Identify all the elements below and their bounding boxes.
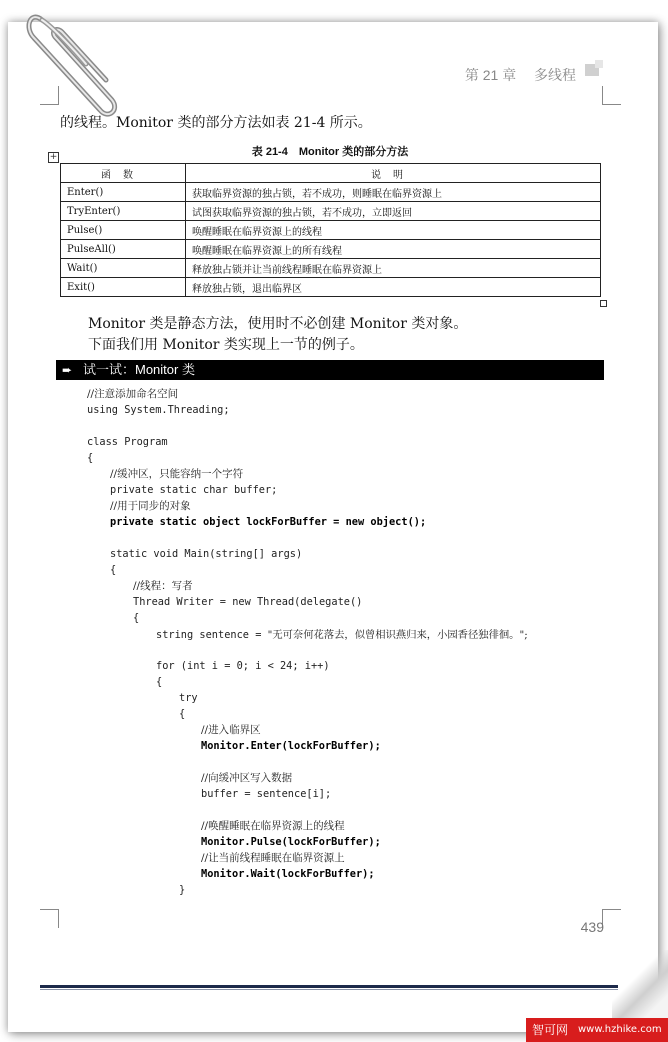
- code-line: class Program: [87, 436, 168, 448]
- watermark-url: www.hzhike.com: [578, 1024, 662, 1035]
- method-name: Pulse(): [61, 221, 186, 240]
- code-line: {: [110, 564, 117, 576]
- methods-table: [60, 163, 601, 297]
- method-description: 释放独占锁并让当前线程睡眠在临界资源上: [186, 259, 601, 278]
- code-line: //缓冲区，只能容纳一个字符: [110, 468, 244, 480]
- code-line: }: [179, 884, 186, 896]
- header-title: 多线程: [534, 67, 576, 83]
- table-row: [61, 259, 601, 278]
- code-line: using System.Threading;: [87, 404, 230, 416]
- table-row: [61, 240, 601, 259]
- method-description: 试图获取临界资源的独占锁，若不成功，立即返回: [186, 202, 601, 221]
- code-line: for (int i = 0; i < 24; i++): [156, 660, 330, 672]
- arrow-right-icon: ➨: [62, 363, 73, 377]
- code-line: buffer = sentence[i];: [201, 788, 332, 800]
- code-line: {: [87, 452, 94, 464]
- method-description: 唤醒睡眠在临界资源上的所有线程: [186, 240, 601, 259]
- page-number: 439: [580, 919, 604, 935]
- method-description: 释放独占锁，退出临界区: [186, 278, 601, 297]
- body-paragraph-2: 下面我们用 Monitor 类实现上一节的例子。: [88, 337, 364, 353]
- code-fragment: string sentence =: [156, 629, 268, 641]
- code-line: private static char buffer;: [110, 484, 278, 496]
- banner-title: 试一试：Monitor 类: [83, 362, 195, 377]
- header-ornament-small: [595, 60, 603, 68]
- code-line: try: [179, 692, 198, 704]
- method-name: TryEnter(): [61, 202, 186, 221]
- site-watermark: [526, 1018, 668, 1042]
- running-header: [300, 65, 576, 85]
- footer-rule: [40, 985, 618, 988]
- table-row: [61, 278, 601, 297]
- crop-mark-bottom-right: [602, 909, 621, 928]
- code-line: [156, 626, 528, 641]
- code-line: Monitor.Enter(lockForBuffer);: [201, 740, 381, 752]
- crop-mark-top-right: [602, 86, 621, 105]
- body-paragraph-1: Monitor 类是静态方法，使用时不必创建 Monitor 类对象。: [88, 316, 468, 332]
- intro-text: 的线程。Monitor 类的部分方法如表 21-4 所示。: [60, 115, 372, 131]
- table-row: [61, 221, 601, 240]
- code-line: //进入临界区: [201, 724, 261, 736]
- paperclip-icon: [20, 2, 120, 124]
- code-line: //线程：写者: [133, 580, 193, 592]
- code-line: Monitor.Wait(lockForBuffer);: [201, 868, 375, 880]
- code-line: Thread Writer = new Thread(delegate(): [133, 596, 363, 608]
- header-chapter: 第 21 章: [464, 67, 517, 83]
- table-row: [61, 183, 601, 202]
- code-line: {: [156, 676, 163, 688]
- code-line: //注意添加命名空间: [87, 388, 179, 400]
- code-line: //让当前线程睡眠在临界资源上: [201, 852, 345, 864]
- code-line: Monitor.Pulse(lockForBuffer);: [201, 836, 381, 848]
- watermark-site-name: 智可网: [532, 1023, 569, 1037]
- code-line: {: [133, 612, 140, 624]
- method-description: 唤醒睡眠在临界资源上的线程: [186, 221, 601, 240]
- table-header-row: [61, 164, 601, 183]
- code-line: static void Main(string[] args): [110, 548, 303, 560]
- code-fragment: "无可奈何花落去，似曾相识燕归来，小园香径独徘徊。";: [267, 629, 528, 641]
- table-resize-handle[interactable]: [600, 300, 607, 307]
- method-description: 获取临界资源的独占锁，若不成功，则睡眠在临界资源上: [186, 183, 601, 202]
- crop-mark-bottom-left: [40, 909, 59, 928]
- code-line: //唤醒睡眠在临界资源上的线程: [201, 820, 345, 832]
- page-curl: [612, 950, 668, 1020]
- method-name: Exit(): [61, 278, 186, 297]
- table-title: 表 21-4 Monitor 类的部分方法: [251, 146, 409, 158]
- try-it-banner: [56, 360, 604, 380]
- table-header-description: 说明: [186, 164, 601, 183]
- method-name: Enter(): [61, 183, 186, 202]
- code-line: //用于同步的对象: [110, 500, 191, 512]
- method-name: Wait(): [61, 259, 186, 278]
- code-line: //向缓冲区写入数据: [201, 772, 293, 784]
- table-move-handle-icon[interactable]: +: [49, 152, 58, 162]
- table-row: [61, 202, 601, 221]
- code-line: {: [179, 708, 186, 720]
- footer-rule-thin: [40, 989, 618, 990]
- table-header-function: 函数: [61, 164, 186, 183]
- code-line: private static object lockForBuffer = new object();: [110, 516, 427, 528]
- method-name: PulseAll(): [61, 240, 186, 259]
